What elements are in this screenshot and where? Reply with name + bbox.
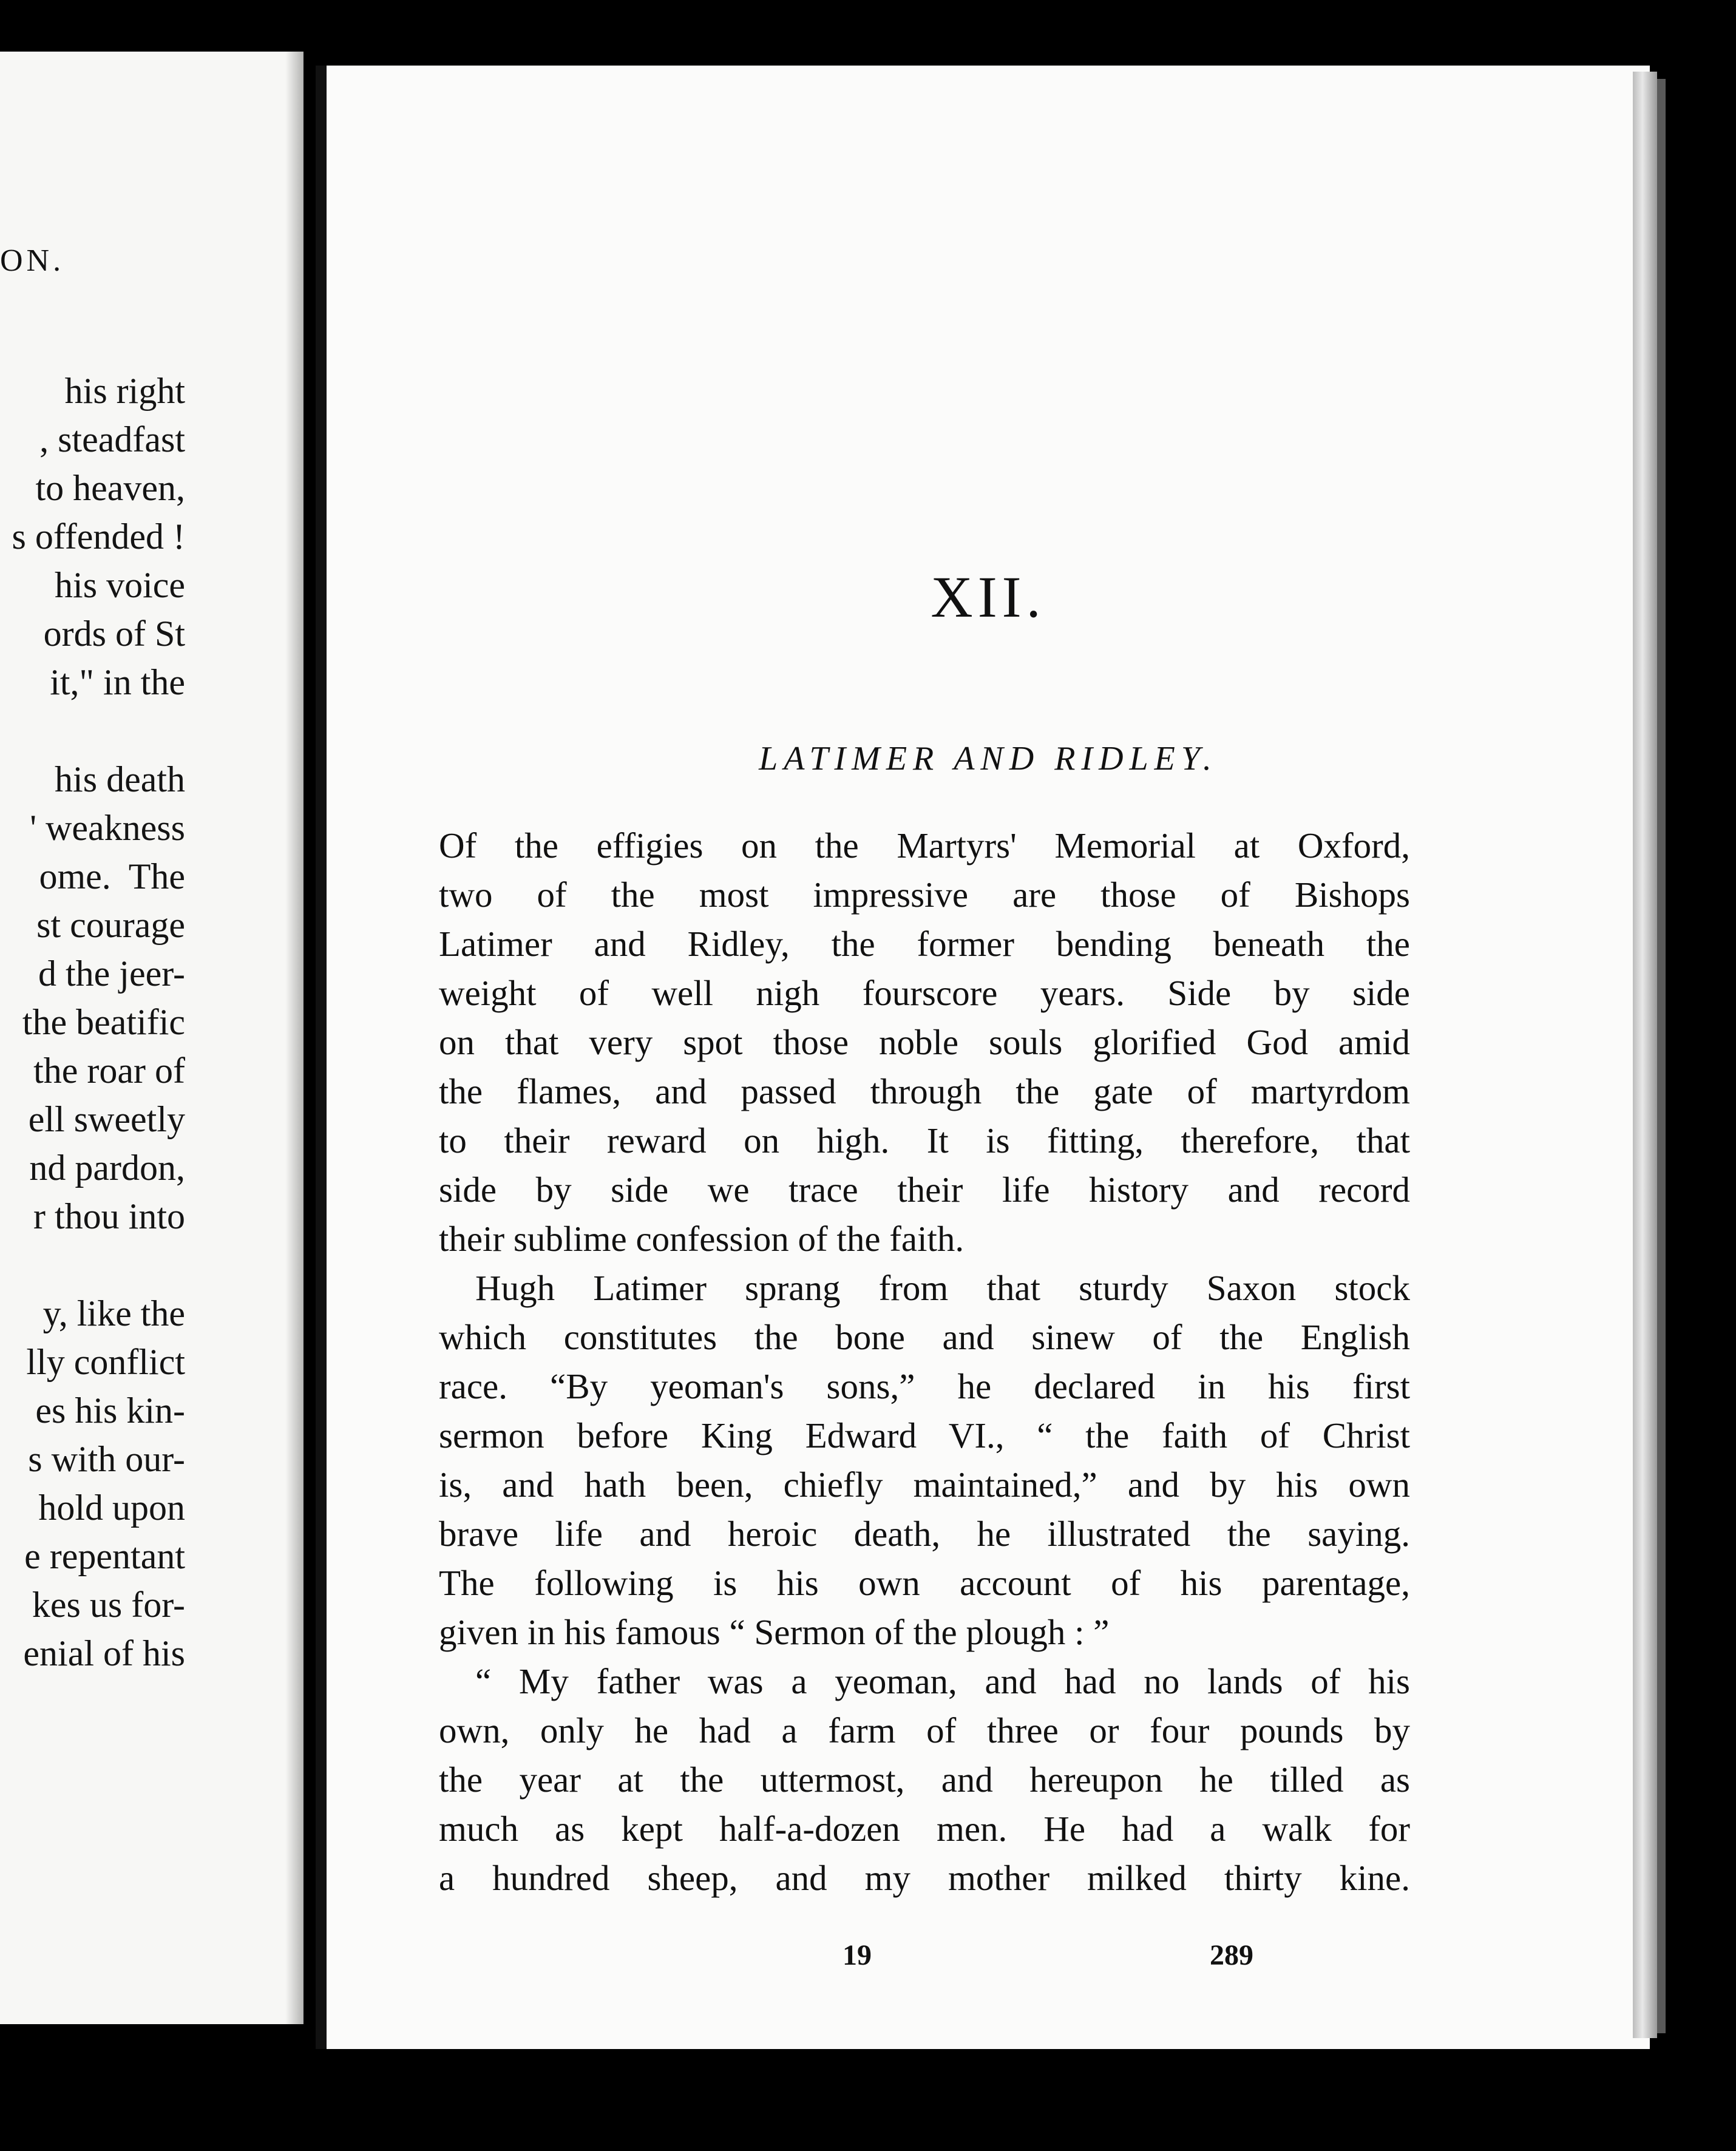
body-text <box>439 821 1410 1903</box>
left-text-fragment: ords of St <box>43 614 185 654</box>
left-text-fragment: nd pardon, <box>29 1148 185 1188</box>
text-line: on that very spot those noble souls glorified God amid <box>439 1022 1410 1062</box>
text-line: Latimer and Ridley, the former bending beneath the <box>439 924 1410 964</box>
left-running-head: ON. <box>0 243 65 278</box>
left-text-fragment: the roar of <box>33 1051 185 1091</box>
text-line: own, only he had a farm of three or four pounds by <box>439 1710 1410 1750</box>
text-line: race. “By yeoman's sons,” he declared in his first <box>439 1366 1410 1406</box>
text-line: a hundred sheep, and my mother milked thirty kine. <box>439 1858 1410 1898</box>
text-line: given in his famous “ Sermon of the plough : ” <box>439 1612 1110 1652</box>
left-text-fragment: hold upon <box>38 1488 185 1528</box>
left-text-fragment: his right <box>64 371 185 411</box>
text-line: side by side we trace their life history and record <box>439 1170 1410 1210</box>
left-text-fragment: y, like the <box>42 1293 185 1333</box>
left-text-fragment: his death <box>55 759 185 799</box>
text-line: brave life and heroic death, he illustrated the saying. <box>439 1514 1410 1554</box>
left-text-fragment: enial of his <box>23 1633 185 1673</box>
left-text-fragment: ' weakness <box>30 808 185 848</box>
page-edge <box>1633 72 1657 2038</box>
signature-mark: 19 <box>843 1939 872 1971</box>
text-line: is, and hath been, chiefly maintained,” and by his own <box>439 1465 1410 1505</box>
left-text-fragment: it," in the <box>50 662 185 702</box>
chapter-number: XII. <box>931 564 1046 629</box>
left-text-fragment: the beatific <box>22 1002 185 1042</box>
text-line: the flames, and passed through the gate of martyrdom <box>439 1071 1410 1111</box>
left-text-fragment: to heaven, <box>35 468 185 508</box>
left-text-fragment: d the jeer- <box>38 954 185 994</box>
left-text-fragment: his voice <box>55 565 185 605</box>
left-text-fragment: e repentant <box>24 1536 185 1576</box>
chapter-title: LATIMER AND RIDLEY. <box>759 740 1218 777</box>
text-line: much as kept half-a-dozen men. He had a walk for <box>439 1809 1410 1849</box>
left-text-fragment: s offended ! <box>12 517 185 557</box>
text-line: Of the effigies on the Martyrs' Memorial at Oxford, <box>439 825 1410 865</box>
left-text-fragment: , steadfast <box>39 419 185 459</box>
left-text-fragment: es his kin- <box>35 1391 185 1431</box>
left-text-fragment: kes us for- <box>32 1585 185 1625</box>
text-line: sermon before King Edward VI., “ the faith of Christ <box>439 1415 1410 1455</box>
text-line: The following is his own account of his parentage, <box>439 1563 1410 1603</box>
left-text-fragment: s with our- <box>28 1439 185 1479</box>
text-line: which constitutes the bone and sinew of the English <box>439 1317 1410 1357</box>
left-text-fragment: st courage <box>36 905 185 945</box>
left-text-fragment: ell sweetly <box>28 1099 185 1139</box>
text-line: weight of well nigh fourscore years. Side by side <box>439 973 1410 1013</box>
left-text-fragment: lly conflict <box>26 1342 185 1382</box>
left-text-fragment: ome. The <box>39 856 185 896</box>
left-text-fragment: r thou into <box>33 1196 185 1236</box>
text-line: to their reward on high. It is fitting, therefore, that <box>439 1120 1410 1160</box>
right-main-page <box>316 66 1650 2049</box>
page-edge-shadow <box>1657 79 1666 2033</box>
text-line: the year at the uttermost, and hereupon he tilled as <box>439 1760 1410 1800</box>
text-line: Hugh Latimer sprang from that sturdy Saxon stock <box>475 1268 1410 1308</box>
text-line: “ My father was a yeoman, and had no lands of his <box>475 1661 1410 1701</box>
page-number: 289 <box>1210 1939 1253 1971</box>
text-line: their sublime confession of the faith. <box>439 1219 965 1259</box>
text-line: two of the most impressive are those of Bishops <box>439 875 1410 915</box>
left-facing-page <box>0 52 303 2024</box>
